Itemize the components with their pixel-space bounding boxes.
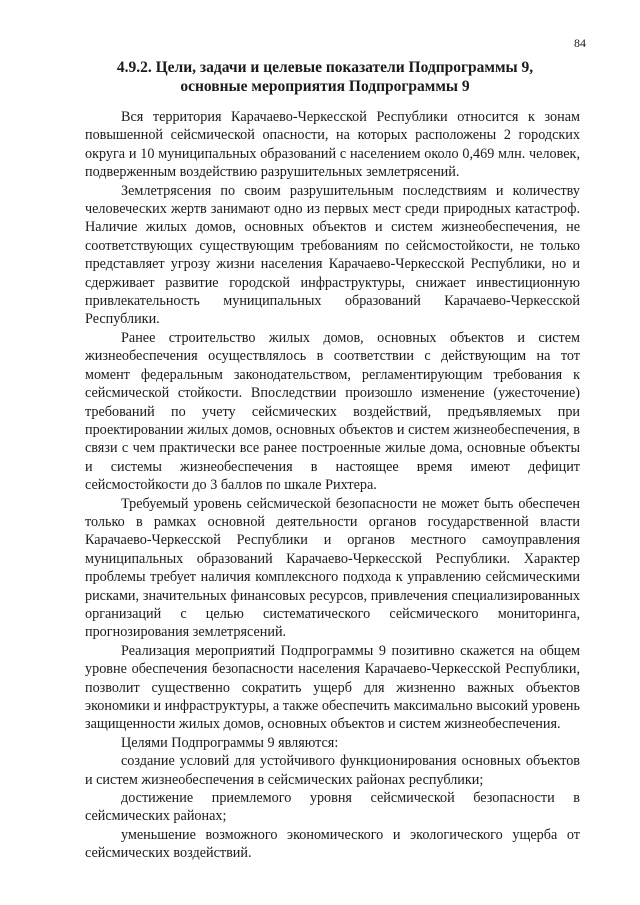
paragraph-implementation-effect: Реализация мероприятий Подпрограммы 9 позитивно скажется на общем уровне обеспечения безопасности населения Карачаево-Черкесской Республики, позволит существенно сократить ущерб для жизненно важных объектов экономики и инфраструктуры, а также обеспечить максимально высокий уровень защищенности жилых домов, основных объектов и систем жизнеобеспечения. xyxy=(85,642,580,733)
paragraph-seismic-territory: Вся территория Карачаево-Черкесской Республики относится к зонам повышенной сейсмической опасности, на которых расположены 2 городских округа и 10 муниципальных образований с населением около 0,469 млн. человек, подверженным воздействию разрушительных землетрясений. xyxy=(85,109,580,181)
section-heading-line-1: 4.9.2. Цели, задачи и целевые показатели Подпрограммы 9, xyxy=(116,59,534,76)
page-number: 84 xyxy=(574,36,586,50)
document-body xyxy=(85,108,580,863)
paragraph-required-safety-level: Требуемый уровень сейсмической безопасности не может быть обеспечен только в рамках основной деятельности органов государственной власти Карачаево-Черкесской Республики и органов местного самоуправления муниципальных образований Карачаево-Черкесской Республики. Характер проблемы требует наличия комплексного подхода к управлению сейсмическими рисками, значительных финансовых ресурсов, привлечения специализированных организаций с целью систематического сейсмического мониторинга, прогнозирования землетрясений. xyxy=(85,495,580,641)
list-item-goal-2: достижение приемлемого уровня сейсмической безопасности в сейсмических районах; xyxy=(85,790,580,825)
paragraph-construction-history: Ранее строительство жилых домов, основных объектов и систем жизнеобеспечения осуществлялось в соответствии с действующим на тот момент федеральным законодательством, регламентирующим требования к сейсмической стойкости. Впоследствии произошло изменение (ужесточение) требований по учету сейсмических воздействий, предъявляемых при проектировании жилых домов, основных объектов и систем жизнеобеспечения, в связи с чем практически все ранее построенные жилые дома, основные объекты и системы жизнеобеспечения в настоящее время имеют дефицит сейсмостойкости до 3 баллов по шкале Рихтера. xyxy=(85,329,580,494)
section-heading-line-2: основные мероприятия Подпрограммы 9 xyxy=(180,78,470,95)
paragraph-earthquake-consequences: Землетрясения по своим разрушительным последствиям и количеству человеческих жертв занимают одно из первых мест среди природных катастроф. Наличие жилых домов, основных объектов и систем жизнеобеспечения, не соответствующих существующим требованиям по сейсмостойкости, не только представляет угрозу жизни населения Карачаево-Черкесской Республики, но и сдерживает развитие городской инфраструктуры, снижает инвестиционную привлекательность муниципальных образований Карачаево-Черкесской Республики. xyxy=(85,182,580,328)
paragraph-goals-intro: Целями Подпрограммы 9 являются: xyxy=(121,734,339,751)
list-item-goal-1: создание условий для устойчивого функционирования основных объектов и систем жизнеобеспечения в сейсмических районах республики; xyxy=(85,753,580,788)
list-item-goal-3: уменьшение возможного экономического и экологического ущерба от сейсмических воздействий. xyxy=(85,826,580,862)
section-heading xyxy=(80,58,570,96)
